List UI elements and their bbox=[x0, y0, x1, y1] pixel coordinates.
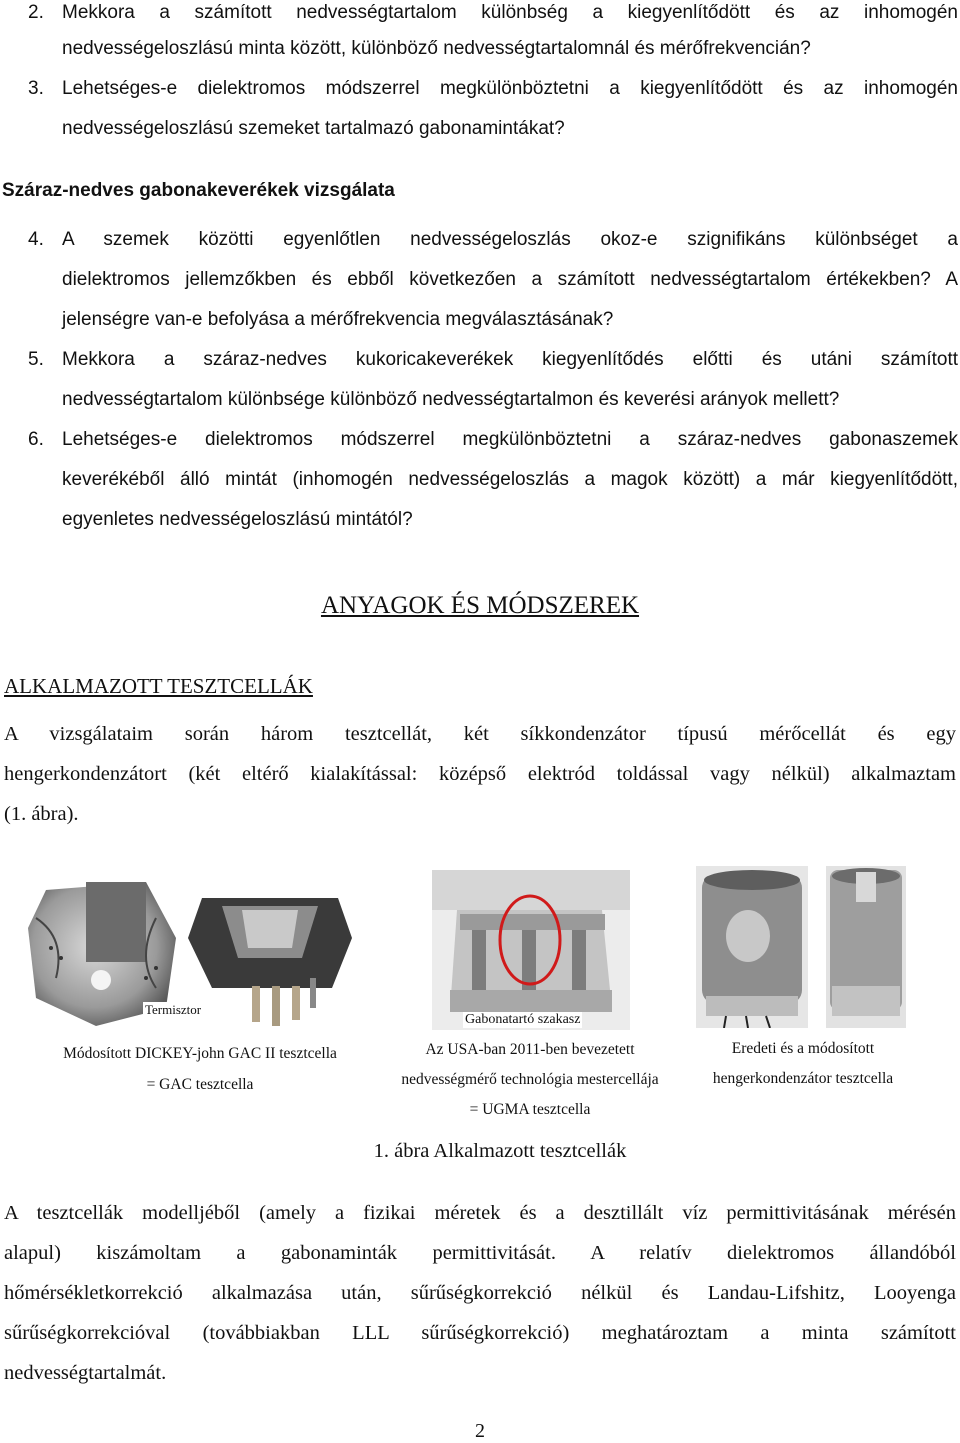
question-2-line-1: Mekkora a számított nedvességtartalom különbség a kiegyenlítődött és az inhomogén bbox=[62, 2, 958, 23]
gac-testcell-side-photo bbox=[182, 878, 358, 1028]
closing-line-4: sűrűségkorrekcióval (továbbiakban LLL sűrűségkorrekció) meghatároztam a minta számított bbox=[4, 1322, 956, 1344]
page-number: 2 bbox=[475, 1420, 485, 1442]
grain-holder-label: Gabonatartó szakasz bbox=[465, 1012, 581, 1027]
modified-cylinder-cell-photo bbox=[826, 866, 906, 1028]
question-5-line-1: Mekkora a száraz-nedves kukoricakeverékek kiegyenlítődés előtti és utáni számított bbox=[62, 349, 958, 370]
section-title: ANYAGOK ÉS MÓDSZEREK bbox=[320, 592, 640, 619]
intro-line-2: hengerkondenzátort (két eltérő kialakítással: középső elektród toldással vagy nélkül) alkalmaztam bbox=[4, 763, 956, 785]
question-2-line-2: nedvességeloszlású minta között, különböző nedvességtartalomnál és mérőfrekvencián? bbox=[62, 38, 811, 59]
thermistor-label: Termisztor bbox=[145, 1002, 202, 1017]
ugma-caption-line-2: nedvességmérő technológia mestercellája bbox=[401, 1071, 659, 1088]
closing-line-1: A tesztcellák modelljéből (amely a fizikai méretek és a desztillált víz permittivitásának mérésén bbox=[4, 1202, 956, 1224]
subheading: Száraz-nedves gabonakeverékek vizsgálata bbox=[2, 180, 395, 201]
question-6-line-2: keverékéből álló mintát (inhomogén nedvességeloszlás a magok között) a már kiegyenlítődött, bbox=[62, 469, 958, 490]
intro-line-3: (1. ábra). bbox=[4, 803, 79, 825]
ugma-testcell-photo bbox=[432, 870, 630, 1030]
gac-caption-line-1: Módosított DICKEY-john GAC II tesztcella bbox=[63, 1045, 337, 1062]
question-3-line-1: Lehetséges-e dielektromos módszerrel megkülönböztetni a kiegyenlítődött és az inhomogén bbox=[62, 78, 958, 99]
closing-line-2: alapul) kiszámoltam a gabonaminták permittivitását. A relatív dielektromos állandóból bbox=[4, 1242, 956, 1264]
question-4-line-3: jelenségre van-e befolyása a mérőfrekvencia megválasztásának? bbox=[62, 309, 614, 330]
intro-line-1: A vizsgálataim során három tesztcellát, két síkkondenzátor típusú mérőcellát és egy bbox=[4, 723, 956, 745]
question-2-number: 2. bbox=[28, 2, 44, 23]
question-5-line-2: nedvességtartalom különbsége különböző nedvességtartalmon és keverési arányok mellett? bbox=[62, 389, 840, 410]
question-3-number: 3. bbox=[28, 78, 44, 99]
closing-line-3: hőmérsékletkorrekció alkalmazása után, sűrűségkorrekció nélkül és Landau-Lifshitz, Looyenga bbox=[4, 1282, 956, 1304]
ugma-caption-line-1: Az USA-ban 2011-ben bevezetett bbox=[425, 1041, 635, 1058]
question-3-line-2: nedvességeloszlású szemeket tartalmazó gabonamintákat? bbox=[62, 118, 565, 139]
question-6-line-1: Lehetséges-e dielektromos módszerrel megkülönböztetni a száraz-nedves gabonaszemek bbox=[62, 429, 958, 450]
figure-title: 1. ábra Alkalmazott tesztcellák bbox=[373, 1140, 627, 1162]
cylinder-caption-line-2: hengerkondenzátor tesztcella bbox=[712, 1070, 894, 1087]
question-6-line-3: egyenletes nedvességeloszlású mintától? bbox=[62, 509, 413, 530]
closing-line-5: nedvességtartalmát. bbox=[4, 1362, 167, 1384]
subsection-title: ALKALMAZOTT TESZTCELLÁK bbox=[4, 674, 313, 698]
question-4-line-2: dielektromos jellemzőkben és ebből következően a számított nedvességtartalom értékekben? A bbox=[62, 269, 958, 290]
question-5-number: 5. bbox=[28, 349, 44, 370]
ugma-caption-line-3: = UGMA tesztcella bbox=[469, 1101, 591, 1118]
question-4-number: 4. bbox=[28, 229, 44, 250]
cylinder-caption-line-1: Eredeti és a módosított bbox=[731, 1040, 875, 1057]
question-6-number: 6. bbox=[28, 429, 44, 450]
question-4-line-1: A szemek közötti egyenlőtlen nedvességeloszlás okoz-e szignifikáns különbséget a bbox=[62, 229, 958, 250]
gac-caption-line-2: = GAC tesztcella bbox=[146, 1076, 254, 1092]
original-cylinder-cell-photo bbox=[696, 866, 808, 1028]
